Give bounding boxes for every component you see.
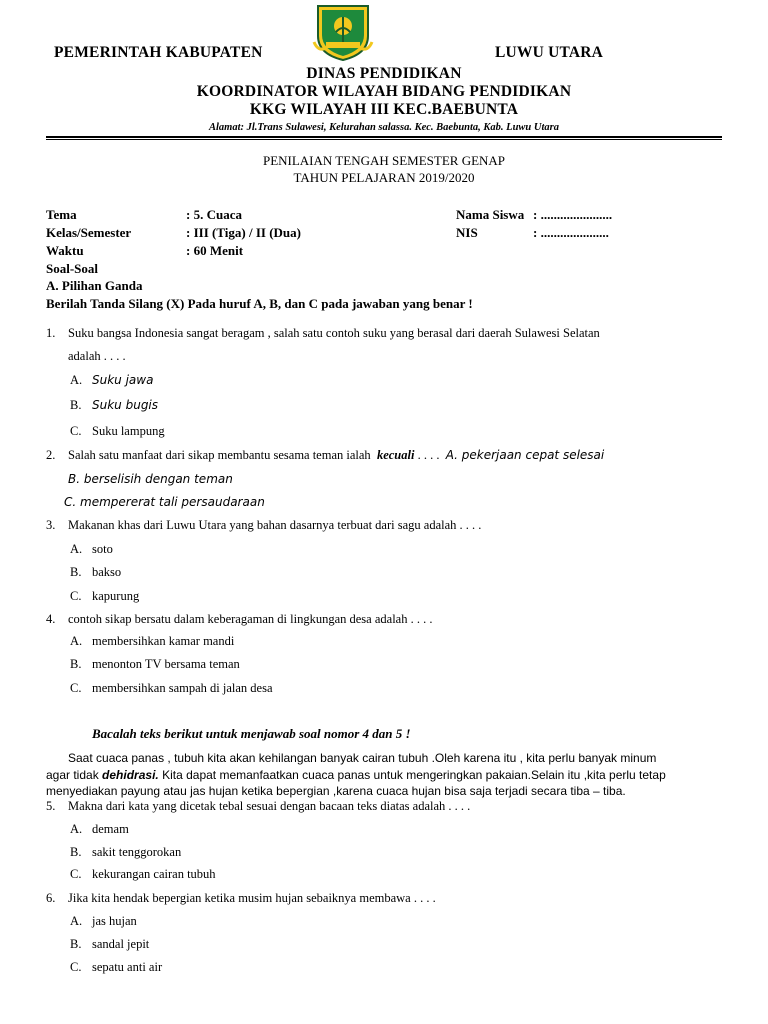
question-5 [46, 799, 470, 814]
part-heading: A. Pilihan Ganda [46, 278, 143, 293]
option-letter: A. [70, 542, 83, 556]
option-6a[interactable] [70, 914, 137, 929]
option-text: bakso [92, 565, 122, 579]
option-text: membersihkan kamar mandi [92, 634, 235, 648]
question-1 [46, 326, 600, 341]
question-dots: . . . . [417, 448, 440, 462]
option-letter: B. [70, 657, 82, 671]
regency-logo [312, 2, 374, 62]
header-office: DINAS PENDIDIKAN [306, 65, 462, 82]
reading-keyword: dehidrasi. [102, 768, 159, 782]
kelas-value: : III (Tiga) / II (Dua) [186, 225, 301, 240]
option-4b[interactable] [70, 657, 240, 672]
soal-heading: Soal-Soal [46, 261, 99, 276]
reading-line-2 [46, 767, 666, 783]
reading-text: agar tidak [46, 768, 99, 782]
exam-year: TAHUN PELAJARAN 2019/2020 [293, 170, 475, 185]
question-text: Makna dari kata yang dicetak tebal sesuai dengan bacaan teks diatas adalah . . . . [68, 799, 471, 813]
option-letter: C. [70, 681, 82, 695]
question-2 [46, 448, 604, 463]
header-address: Alamat: Jl.Trans Sulawesi, Kelurahan salassa. Kec. Baebunta, Kab. Luwu Utara [209, 122, 559, 133]
option-text: kapurung [92, 589, 140, 603]
option-text: demam [92, 822, 129, 836]
option-text: jas hujan [92, 914, 137, 928]
question-1-cont: adalah . . . . [68, 349, 126, 363]
option-letter: A. [70, 373, 83, 387]
option-text: sepatu anti air [92, 960, 163, 974]
option-text: sandal jepit [92, 937, 150, 951]
option-letter: C. [70, 867, 82, 881]
option-letter: A. [70, 822, 83, 836]
option-letter: B. [70, 937, 82, 951]
question-number: 1. [46, 326, 56, 340]
question-number: 6. [46, 891, 56, 905]
question-text: Suku bangsa Indonesia sangat beragam , salah satu contoh suku yang berasal dari daerah Sulawesi Selatan [68, 326, 600, 340]
question-6 [46, 891, 436, 906]
reading-line-3: menyediakan payung atau jas hujan ketika bepergian ,karena cuaca hujan bisa saja terjadi secara tiba – tiba. [46, 784, 626, 798]
question-number: 3. [46, 518, 56, 532]
option-text: membersihkan sampah di jalan desa [92, 681, 273, 695]
header-left: PEMERINTAH KABUPATEN [54, 44, 263, 61]
option-5a[interactable] [70, 822, 129, 837]
header-rule-thin [46, 139, 722, 140]
question-number: 2. [46, 448, 56, 462]
option-2a[interactable]: A. pekerjaan cepat selesai [445, 448, 605, 462]
nis-value: : ..................... [533, 225, 609, 240]
option-5b[interactable] [70, 845, 181, 860]
option-letter: B. [70, 565, 82, 579]
option-letter: A. [70, 634, 83, 648]
option-1c[interactable] [70, 424, 165, 439]
header-rule [46, 136, 722, 138]
option-3b[interactable] [70, 565, 121, 580]
option-3a[interactable] [70, 542, 113, 557]
option-6b[interactable] [70, 937, 149, 952]
question-number: 5. [46, 799, 56, 813]
option-4c[interactable] [70, 681, 273, 696]
header-kkg: KKG WILAYAH III KEC.BAEBUNTA [249, 101, 519, 118]
option-5c[interactable] [70, 867, 216, 882]
option-letter: C. [70, 589, 82, 603]
option-text: menonton TV bersama teman [92, 657, 240, 671]
option-text: Suku bugis [92, 398, 159, 412]
option-text: Suku lampung [92, 424, 165, 438]
nama-label: Nama Siswa [456, 207, 525, 222]
waktu-label: Waktu [46, 243, 84, 258]
instruction: Berilah Tanda Silang (X) Pada huruf A, B, dan C pada jawaban yang benar ! [46, 296, 473, 311]
nama-value: : ...................... [533, 207, 613, 222]
question-keyword: kecuali [376, 448, 415, 462]
option-1a[interactable] [70, 373, 153, 388]
option-letter: B. [70, 845, 82, 859]
option-text: sakit tenggorokan [92, 845, 182, 859]
question-text: Makanan khas dari Luwu Utara yang bahan dasarnya terbuat dari sagu adalah . . . . [68, 518, 482, 532]
option-1b[interactable] [70, 398, 158, 413]
question-number: 4. [46, 612, 56, 626]
option-text: kekurangan cairan tubuh [92, 867, 216, 881]
option-2c[interactable]: C. mempererat tali persaudaraan [64, 495, 265, 509]
option-6c[interactable] [70, 960, 162, 975]
reading-intro: Bacalah teks berikut untuk menjawab soal nomor 4 dan 5 ! [92, 726, 411, 741]
option-2b[interactable]: B. berselisih dengan teman [68, 472, 233, 486]
question-text: Salah satu manfaat dari sikap membantu sesama teman ialah [68, 448, 371, 462]
kelas-label: Kelas/Semester [46, 225, 132, 240]
tema-label: Tema [46, 207, 77, 222]
header-coordinator: KOORDINATOR WILAYAH BIDANG PENDIDIKAN [196, 83, 572, 100]
reading-text: Kita dapat memanfaatkan cuaca panas untuk mengeringkan pakaian.Selain itu ,kita perlu tetap [162, 768, 666, 782]
option-letter: A. [70, 914, 83, 928]
option-text: Suku jawa [92, 373, 154, 387]
tema-value: : 5. Cuaca [186, 207, 242, 222]
option-text: soto [92, 542, 113, 556]
header-right: LUWU UTARA [495, 44, 604, 61]
option-3c[interactable] [70, 589, 139, 604]
exam-title: PENILAIAN TENGAH SEMESTER GENAP [262, 153, 506, 168]
question-3 [46, 518, 481, 533]
reading-line-1: Saat cuaca panas , tubuh kita akan kehilangan banyak cairan tubuh .Oleh karena itu , kita perlu banyak minum [68, 751, 657, 765]
waktu-value: : 60 Menit [186, 243, 244, 258]
nis-label: NIS [456, 225, 478, 240]
question-text: Jika kita hendak bepergian ketika musim hujan sebaiknya membawa . . . . [68, 891, 436, 905]
question-4 [46, 612, 432, 627]
option-letter: C. [70, 424, 82, 438]
question-text: contoh sikap bersatu dalam keberagaman di lingkungan desa adalah . . . . [68, 612, 433, 626]
option-letter: B. [70, 398, 82, 412]
option-4a[interactable] [70, 634, 234, 649]
option-letter: C. [70, 960, 82, 974]
